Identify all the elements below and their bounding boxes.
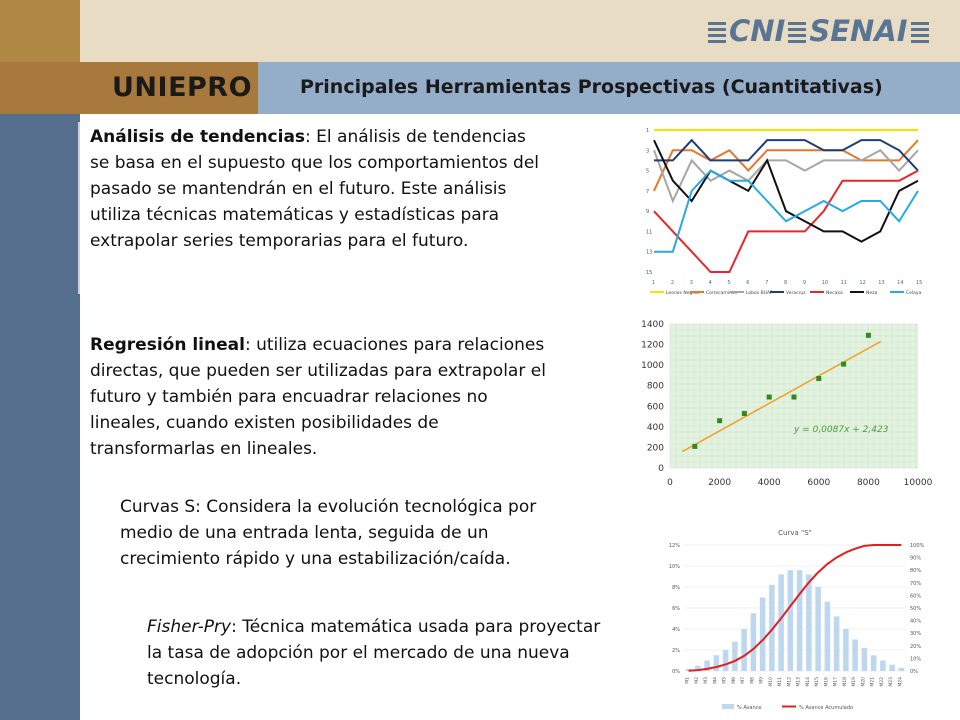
x-tick-label: 10 [821, 280, 829, 286]
y-tick-label: 600 [646, 402, 664, 413]
bar [871, 655, 877, 671]
x-tick-label: M23 [889, 677, 895, 687]
x-tick-label: M5 [722, 677, 728, 684]
term-curvas: Curvas S [120, 497, 196, 517]
logo-stripes-icon [708, 22, 726, 44]
x-tick-label: M13 [796, 677, 802, 687]
x-tick-label: 13 [878, 280, 885, 286]
data-point [816, 376, 821, 381]
x-tick-label: M11 [778, 677, 784, 687]
x-tick-label: 4000 [757, 478, 781, 488]
bar [862, 648, 868, 671]
y-tick-label: 7 [646, 188, 650, 195]
x-tick-label: M12 [787, 677, 793, 687]
legend-label: Necaxa [826, 291, 843, 296]
legend-label: Correcaminos [706, 291, 738, 296]
legend-label: Lobos BUAP [746, 291, 773, 296]
bar [741, 629, 747, 671]
x-tick-label: M15 [815, 677, 821, 687]
text-fisher: : Técnica matemática usada para proyectar la tasa de adopción por el mercado de una nueva tecnología. [147, 617, 601, 689]
x-tick-label: 8000 [856, 478, 880, 488]
x-tick-label: M14 [805, 677, 811, 687]
bar [788, 570, 794, 671]
data-point [767, 395, 772, 400]
y-tick-label: 1200 [641, 340, 664, 351]
y-tick-label: 800 [646, 381, 664, 392]
section-divider [78, 122, 80, 294]
data-point [742, 411, 747, 416]
y-right-tick-label: 80% [910, 568, 922, 575]
bar [732, 642, 738, 671]
s-curve-chart [650, 519, 934, 719]
x-tick-label: 6000 [807, 478, 831, 488]
y-left-tick-label: 8% [672, 585, 680, 591]
bar [751, 613, 757, 671]
x-tick-label: 0 [667, 478, 673, 488]
data-point [841, 362, 846, 367]
y-right-tick-label: 30% [910, 631, 922, 638]
y-left-tick-label: 0% [672, 669, 680, 675]
legend-swatch [722, 704, 734, 709]
x-tick-label: M24 [898, 677, 904, 687]
x-tick-label: 3 [689, 280, 693, 286]
page-title: Principales Herramientas Prospectivas (Cuantitativas) [300, 76, 883, 98]
x-tick-label: M7 [741, 677, 747, 684]
data-point [866, 333, 871, 338]
y-left-tick-label: 10% [668, 564, 680, 570]
cni-senai-logo [705, 14, 932, 48]
section-regresion [90, 332, 550, 462]
x-tick-label: 11 [840, 280, 847, 286]
logo-stripes-icon [788, 22, 806, 44]
bar [834, 616, 840, 671]
logo-right-text: SENAI [809, 14, 908, 48]
y-tick-label: 1400 [641, 320, 664, 330]
term-regresion: Regresión lineal [90, 335, 245, 355]
y-right-tick-label: 10% [910, 656, 922, 663]
trend-equation: y = 0,0087x + 2,423 [794, 425, 889, 435]
x-tick-label: 6 [746, 280, 750, 286]
x-tick-label: 1 [652, 280, 656, 286]
x-tick-label: 5 [727, 280, 731, 286]
term-fisher: Fisher-Pry [147, 617, 232, 637]
bar [899, 668, 905, 671]
x-tick-label: M2 [694, 677, 700, 684]
x-tick-label: M3 [704, 677, 710, 684]
x-tick-label: 2 [670, 280, 675, 286]
bar [889, 665, 895, 671]
y-tick-label: 15 [646, 270, 653, 276]
y-tick-label: 5 [646, 168, 650, 175]
text-regresion: : utiliza ecuaciones para relaciones directas, que pueden ser utilizadas para extrapolar el futuro y también para encuadrar relaciones no lineales, cuando existen posibilidades de transformarlas en lineales. [90, 335, 546, 459]
y-tick-label: 1000 [641, 361, 664, 372]
bar [723, 650, 729, 671]
y-tick-label: 1 [646, 128, 650, 134]
text-curvas: : Considera la evolución tecnológica por medio de una entrada lenta, seguida de un crecimiento rápido y una estabilización/caída. [120, 497, 537, 569]
y-left-tick-label: 6% [672, 606, 680, 612]
x-tick-label: M1 [685, 677, 691, 684]
y-right-tick-label: 50% [910, 606, 922, 612]
logo-left-text: CNI [729, 14, 786, 48]
bar [778, 574, 784, 671]
x-tick-label: M9 [759, 677, 765, 684]
y-tick-label: 13 [646, 249, 653, 256]
y-right-tick-label: 40% [910, 618, 922, 625]
bar [825, 602, 831, 671]
x-tick-label: 12 [859, 280, 866, 286]
bar [815, 587, 821, 671]
bar [806, 574, 812, 671]
bar [797, 570, 803, 671]
y-right-tick-label: 70% [910, 580, 922, 587]
bar [760, 598, 766, 672]
y-right-tick-label: 0% [910, 669, 918, 675]
x-tick-label: 7 [765, 280, 769, 286]
bar [880, 661, 886, 672]
x-tick-label: M18 [842, 677, 848, 687]
legend-label: % Avance Acumulado [799, 705, 854, 711]
y-left-tick-label: 4% [672, 627, 680, 633]
x-tick-label: M21 [870, 677, 876, 687]
x-tick-label: M22 [879, 677, 885, 687]
y-tick-label: 200 [646, 443, 664, 454]
y-right-tick-label: 60% [910, 593, 922, 600]
y-tick-label: 400 [646, 422, 664, 433]
trend-line-chart [644, 122, 926, 298]
section-tendencias [90, 124, 540, 254]
x-tick-label: 4 [708, 280, 712, 286]
logo-stripes-icon [911, 22, 929, 44]
x-tick-label: 15 [916, 280, 923, 286]
section-curvas [120, 494, 590, 572]
brand-label: UNIEPRO [112, 72, 253, 103]
x-tick-label: M8 [750, 677, 756, 684]
data-point [792, 395, 797, 400]
x-tick-label: 2000 [708, 478, 732, 488]
legend-label: Neza [866, 291, 878, 296]
text-tendencias: : El análisis de tendencias se basa en el supuesto que los comportamientos del pasado se mantendrán en el futuro. Este análisis utiliza técnicas matemáticas y estadísticas para extrapolar series temporarias para el futuro. [90, 127, 540, 251]
term-tendencias: Análisis de tendencias [90, 127, 306, 147]
bar [852, 640, 858, 672]
chart-title: Curva "S" [778, 529, 812, 537]
y-tick-label: 3 [646, 148, 650, 155]
x-tick-label: M6 [731, 677, 737, 684]
bar [843, 629, 849, 671]
y-right-tick-label: 100% [910, 543, 925, 549]
y-left-tick-label: 12% [668, 543, 680, 549]
y-right-tick-label: 90% [910, 555, 922, 562]
x-tick-label: 9 [802, 280, 807, 286]
y-right-tick-label: 20% [910, 643, 922, 650]
x-tick-label: M16 [824, 677, 830, 687]
section-fisher [147, 614, 607, 692]
y-tick-label: 11 [646, 229, 653, 236]
x-tick-label: M20 [861, 677, 867, 687]
x-tick-label: 10000 [903, 478, 933, 488]
regression-scatter-chart [626, 316, 936, 492]
x-tick-label: 8 [784, 280, 788, 286]
x-tick-label: 14 [897, 280, 904, 286]
legend-label: Leones Negros [666, 291, 700, 296]
data-point [692, 444, 697, 449]
data-point [717, 418, 722, 423]
x-tick-label: M10 [768, 677, 774, 687]
legend-label: Celaya [906, 291, 922, 296]
corner-block [0, 0, 80, 62]
legend-label: Veracruz [786, 291, 806, 296]
y-tick-label: 9 [646, 209, 650, 216]
legend-label: % Avance [737, 705, 762, 711]
bar [714, 655, 720, 671]
x-tick-label: M17 [833, 677, 839, 687]
y-tick-label: 0 [658, 464, 664, 474]
x-tick-label: M4 [713, 677, 719, 684]
x-tick-label: M19 [852, 677, 858, 687]
y-left-tick-label: 2% [672, 648, 680, 654]
